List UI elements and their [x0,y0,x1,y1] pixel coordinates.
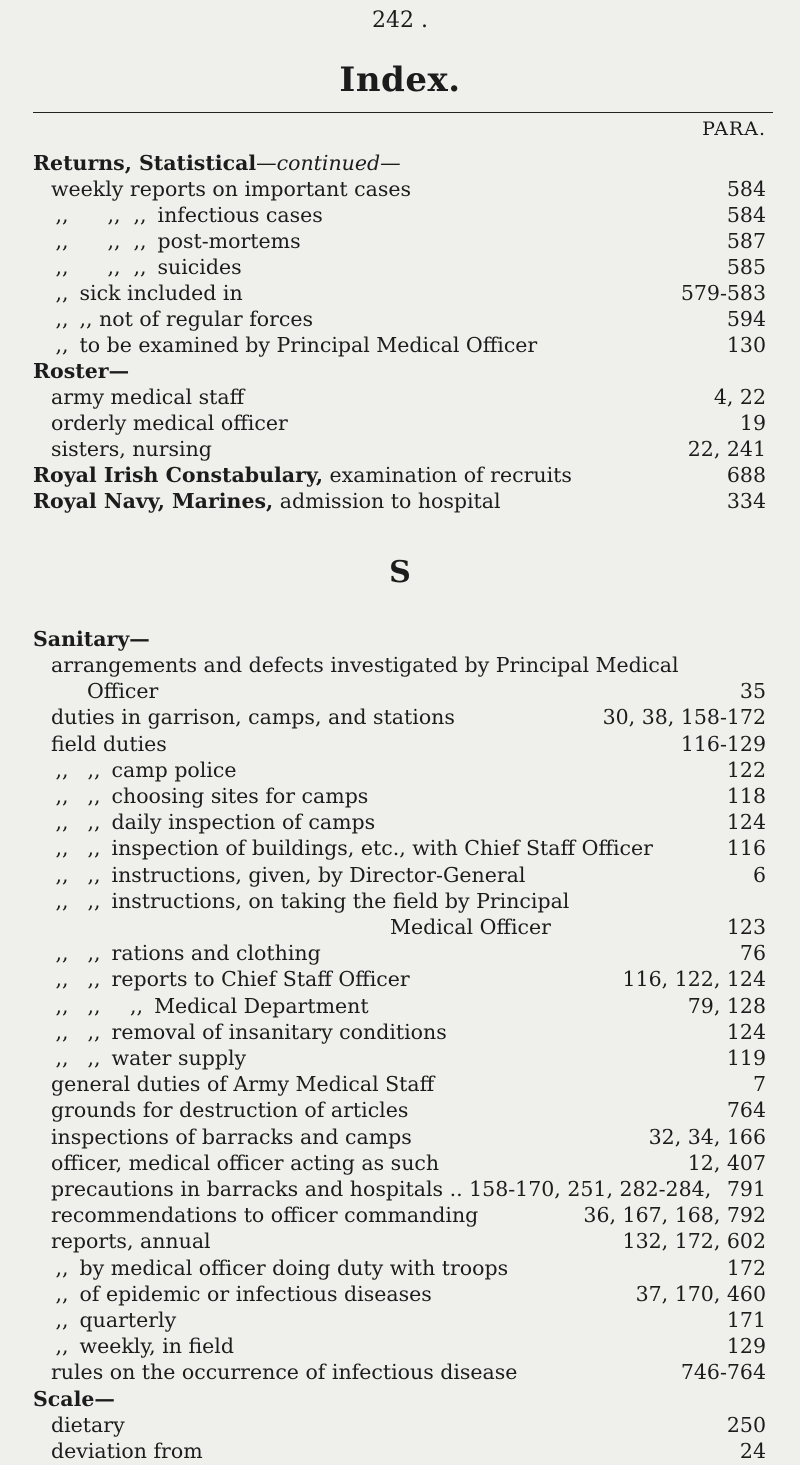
scale-heading [33,1386,115,1413]
ditto-mark: ,, [87,967,101,992]
entry-prefix: weekly [51,177,124,201]
entry-ref: 250 [726,1412,766,1437]
list-item [51,1071,766,1098]
entry-ref: 579-583 [680,281,766,305]
entry-text: Medical Department [154,993,369,1018]
ditto-mark: ,, [55,1308,69,1332]
list-item [51,1176,766,1203]
entry-text: of epidemic or infectious diseases [79,1281,432,1306]
entry-ref: 30, 38, 158-172 [602,705,766,730]
list-item [51,1045,766,1072]
list-item [51,280,766,307]
entry-text: field duties [51,731,167,756]
entry-ref: 119 [726,1046,766,1070]
entry-ref: 123 [726,915,766,939]
entry-ref: 584 [726,203,766,227]
entry-ref: 4, 22 [713,385,766,409]
ditto-mark: ,, [87,1046,101,1070]
ditto-mark: ,, [87,993,101,1018]
ditto-mark: ,, [55,255,69,279]
list-item [51,704,766,731]
entry-text: inspections of barracks and camps [51,1124,412,1149]
ditto-mark: ,, [55,203,69,227]
list-item [51,731,766,758]
ditto-mark: ,, [55,333,69,357]
list-item [51,1281,766,1308]
list-item [51,783,766,810]
entry-text: weekly, in field [79,1334,234,1359]
entry-ref: 6 [752,862,766,887]
scale-heading-label: Scale— [33,1386,115,1411]
ditto-mark: ,, [87,810,101,835]
entry-ref: 130 [726,333,766,357]
entry-text: officer, medical officer acting as such [51,1150,440,1175]
list-item [51,1019,766,1046]
page-title: Index. [339,60,461,100]
list-item [51,940,766,967]
ditto-mark: ,, [87,888,101,913]
page-number: 242 . [372,8,428,33]
list-item [51,1438,766,1465]
sanitary-heading [33,626,150,653]
list-item [51,384,766,411]
section-letter: S [389,555,411,590]
sanitary-heading-label: Sanitary— [33,627,150,651]
entry-text: general duties of Army Medical Staff [51,1072,435,1097]
entry-ref: 334 [726,489,766,513]
list-item [51,1097,766,1124]
list-item [51,1333,766,1360]
entry-ref: 116 [726,836,766,861]
entry-text: precautions in barracks and hospitals .. 158-170, 251, 282-284, [51,1177,712,1201]
entry-text: army medical staff [51,385,245,409]
list-item [51,1307,766,1334]
entry-text: deviation from [51,1439,203,1463]
ditto-mark: ,, [55,836,69,861]
entry-ref: 746-764 [680,1360,766,1385]
entry-ref: 594 [726,307,766,331]
returns-continued: —continued— [256,151,401,175]
list-item [51,835,766,862]
entry-text: to be examined by Principal Medical Officer [79,333,538,357]
entry-heading: Royal Irish Constabulary, [33,463,323,487]
column-label: PARA. [702,118,766,140]
entry-text: reports to Chief Staff Officer [111,967,410,992]
ditto-mark: ,, [133,229,147,253]
entry-ref: 688 [726,463,766,487]
list-item [51,436,766,463]
entry-ref: 116, 122, 124 [622,967,766,992]
entry-text: Officer [87,679,159,704]
entry-ref: 36, 167, 168, 792 [583,1203,766,1228]
entry-ref: 12, 407 [687,1150,766,1175]
entry-text: Medical Officer [390,915,551,939]
entry-text: sick included in [79,281,243,305]
entry-ref: 791 [726,1177,766,1201]
list-item [390,914,766,941]
ditto-mark: ,, [55,784,69,808]
entry-text: arrangements and defects investigated by Principal Medical [51,653,679,677]
entry-ref: 587 [726,229,766,253]
ditto-mark: ,, [87,836,101,861]
entry-text: by medical officer doing duty with troops [79,1255,509,1280]
ditto-mark: ,, [55,757,69,782]
ditto-mark: ,, [107,203,121,227]
ditto-mark: ,, [79,307,93,331]
list-item [51,1150,766,1177]
entry-text: quarterly [79,1308,177,1332]
ditto-mark: ,, [107,255,121,279]
entry-ref: 24 [739,1439,766,1463]
entry-ref: 79, 128 [687,993,766,1018]
list-item [51,966,766,993]
entry-text: daily inspection of camps [111,810,376,835]
entry-text: camp police [111,757,237,782]
list-item [51,332,766,359]
entry-ref: 584 [726,177,766,201]
entry-text: not of regular forces [99,307,314,331]
ditto-mark: ,, [55,1334,69,1359]
entry-text: duties in garrison, camps, and stations [51,705,455,730]
ditto-mark: ,, [55,888,69,913]
entry-ref: 124 [726,810,766,835]
list-item [51,1124,766,1151]
entry-ref: 35 [739,679,766,704]
ditto-mark: ,, [55,993,69,1018]
ditto-mark: ,, [87,757,101,782]
list-item [51,652,766,679]
ditto-mark: ,, [87,941,101,966]
entry-ref: 7 [752,1072,766,1097]
entry-ref: 37, 170, 460 [635,1281,766,1306]
list-item [87,678,766,705]
entry-ref: 124 [726,1019,766,1044]
entry-ref: 129 [726,1334,766,1359]
entry-ref: 116-129 [680,731,766,756]
entry-ref: 19 [739,411,766,435]
entry-text: post-mortems [157,229,301,253]
ditto-mark: ,, [130,993,144,1018]
entry-ref: 172 [726,1255,766,1280]
entry-ref: 764 [726,1098,766,1123]
list-item [51,1255,766,1282]
entry-text: removal of insanitary conditions [111,1019,447,1044]
entry-text: rations and clothing [111,941,321,966]
list-item [51,993,766,1020]
entry-text: instructions, on taking the field by Principal [111,888,570,913]
list-item [51,1359,766,1386]
ditto-mark: ,, [55,281,69,305]
entry-ref: 132, 172, 602 [622,1229,766,1254]
entry-text: admission to hospital [279,489,501,513]
list-item [33,488,766,515]
entry-ref: 22, 241 [687,437,766,461]
returns-heading [33,150,401,177]
entry-text: recommendations to officer commanding [51,1203,479,1228]
entry-text: reports on important cases [129,177,411,201]
ditto-mark: ,, [87,862,101,887]
list-item [51,1228,766,1255]
entry-ref: 171 [726,1308,766,1332]
list-item [51,1412,766,1439]
entry-ref: 122 [726,757,766,782]
ditto-mark: ,, [87,1019,101,1044]
ditto-mark: ,, [55,862,69,887]
entry-text: orderly medical officer [51,411,288,435]
ditto-mark: ,, [55,1281,69,1306]
entry-text: rules on the occurrence of infectious disease [51,1360,518,1385]
ditto-mark: ,, [107,229,121,253]
entry-text: sisters, nursing [51,437,212,461]
ditto-mark: ,, [55,941,69,966]
ditto-mark: ,, [55,307,69,331]
list-item [51,888,766,915]
ditto-mark: ,, [55,229,69,253]
entry-text: inspection of buildings, etc., with Chief Staff Officer [111,836,653,861]
list-item [51,202,766,229]
entry-text: instructions, given, by Director-General [111,862,526,887]
entry-ref: 585 [726,255,766,279]
ditto-mark: ,, [55,1019,69,1044]
list-item [51,254,766,281]
ditto-mark: ,, [55,967,69,992]
roster-heading-label: Roster— [33,359,130,383]
ditto-mark: ,, [55,1255,69,1280]
list-item [51,1202,766,1229]
list-item [51,757,766,784]
ditto-mark: ,, [133,203,147,227]
entry-ref: 32, 34, 166 [648,1124,766,1149]
list-item [51,176,766,203]
entry-text: suicides [157,255,242,279]
roster-heading [33,358,129,385]
returns-heading-label: Returns, Statistical [33,151,257,175]
ditto-mark: ,, [133,255,147,279]
entry-text: infectious cases [157,203,323,227]
list-item [33,462,766,489]
list-item [51,228,766,255]
list-item [51,410,766,437]
ditto-mark: ,, [55,1046,69,1070]
entry-text: grounds for destruction of articles [51,1098,409,1123]
entry-ref: 76 [739,941,766,966]
list-item [51,862,766,889]
entry-heading: Royal Navy, Marines, [33,489,274,513]
entry-ref: 118 [726,784,766,808]
ditto-mark: ,, [55,810,69,835]
list-item [51,809,766,836]
ditto-mark: ,, [87,784,101,808]
entry-text: examination of recruits [329,463,572,487]
entry-text: dietary [51,1412,125,1437]
entry-text: reports, annual [51,1229,211,1254]
entry-text: water supply [111,1046,247,1070]
list-item [51,306,766,333]
entry-text: choosing sites for camps [111,784,369,808]
